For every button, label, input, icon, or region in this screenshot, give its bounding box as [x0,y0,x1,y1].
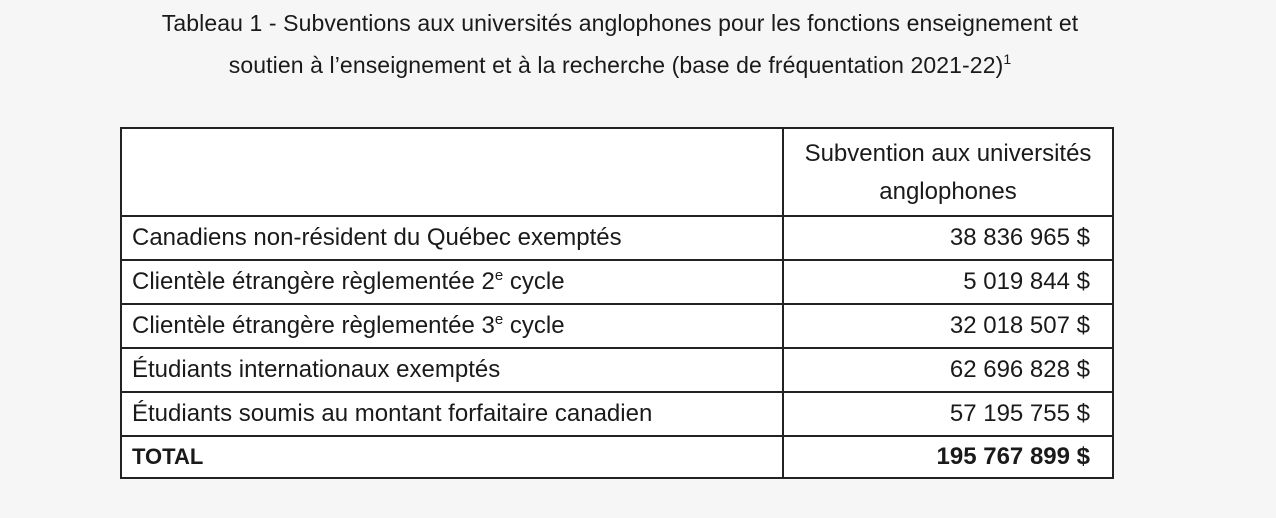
total-value: 195 767 899 $ [783,436,1113,478]
row-value: 57 195 755 $ [783,392,1113,436]
table-row [121,260,1113,304]
subsidy-table [120,127,1114,479]
header-empty-cell [121,128,783,216]
ordinal-superscript: e [494,311,504,328]
table-caption [0,2,1240,86]
header-subsidy-column [783,128,1113,216]
row-label [121,304,783,348]
caption-line-2-text: soutien à l’enseignement et à la recherche (base de fréquentation 2021-22) [228,52,1004,78]
row-label-suffix: cycle [503,312,565,339]
row-label: Étudiants soumis au montant forfaitaire canadien [121,392,783,436]
ordinal-superscript: e [494,267,504,284]
header-subsidy-line-1: Subvention aux universités [804,140,1092,167]
table-header-row [121,128,1113,216]
table-row [121,216,1113,260]
row-value: 38 836 965 $ [783,216,1113,260]
row-label: Canadiens non-résident du Québec exemptés [121,216,783,260]
row-value: 62 696 828 $ [783,348,1113,392]
table-row [121,304,1113,348]
row-label [121,260,783,304]
table-row [121,392,1113,436]
row-value: 5 019 844 $ [783,260,1113,304]
row-label: Étudiants internationaux exemptés [121,348,783,392]
caption-line-2 [0,44,1240,86]
total-row [121,436,1113,478]
row-label-text: Clientèle étrangère règlementée 3 [132,312,495,339]
footnote-mark: 1 [1003,51,1012,67]
table-row [121,348,1113,392]
caption-line-1: Tableau 1 - Subventions aux universités anglophones pour les fonctions enseignement et [161,10,1079,36]
header-subsidy-line-2: anglophones [879,178,1017,205]
total-label: TOTAL [121,436,783,478]
row-value: 32 018 507 $ [783,304,1113,348]
row-label-text: Clientèle étrangère règlementée 2 [132,268,495,295]
row-label-suffix: cycle [503,268,565,295]
